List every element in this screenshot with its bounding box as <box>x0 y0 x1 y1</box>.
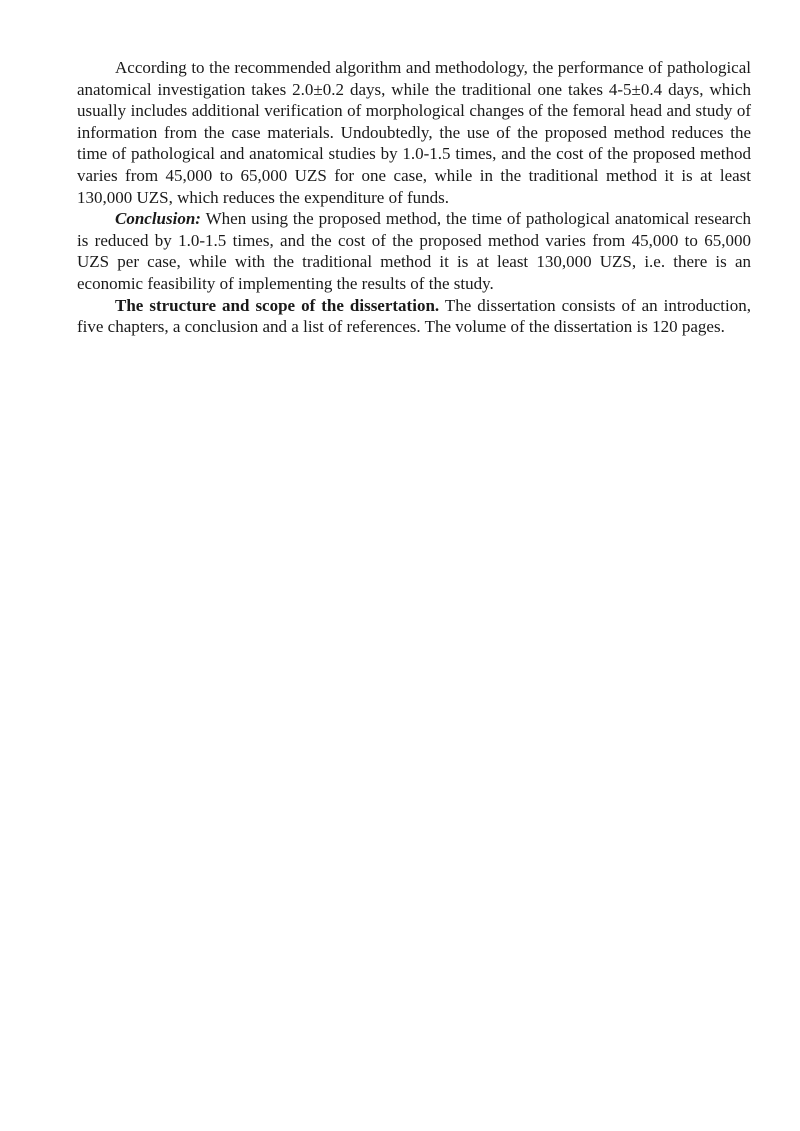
document-page <box>77 57 751 338</box>
paragraph-conclusion <box>77 208 751 294</box>
paragraph-conclusion-text: When using the proposed method, the time of pathological anatomical research is reduced by 1.0-1.5 times, and the cost of the proposed method varies from 45,000 to 65,000 UZS per case, while with the traditional method it is at least 130,000 UZS, i.e. there is an economic feasibility of implementing the results of the study. <box>77 209 751 293</box>
structure-heading: The structure and scope of the dissertation. <box>115 295 440 315</box>
paragraph-structure-text: The dissertation consists of an introduction, five chapters, a conclusion and a list of references. The volume of the dissertation is 120 pages. <box>77 295 751 337</box>
paragraph-structure <box>77 295 751 338</box>
paragraph-performance <box>77 57 751 208</box>
conclusion-heading: Conclusion: <box>115 209 201 229</box>
paragraph-performance-text: According to the recommended algorithm and methodology, the performance of pathological anatomical investigation takes 2.0±0.2 days, while the traditional one takes 4-5±0.4 days, which usually includes additional verification of morphological changes of the femoral head and study of information from the case materials. Undoubtedly, the use of the proposed method reduces the time of pathological and anatomical studies by 1.0-1.5 times, and the cost of the proposed method varies from 45,000 to 65,000 UZS for one case, while in the traditional method it is at least 130,000 UZS, which reduces the expenditure of funds. <box>77 58 751 207</box>
